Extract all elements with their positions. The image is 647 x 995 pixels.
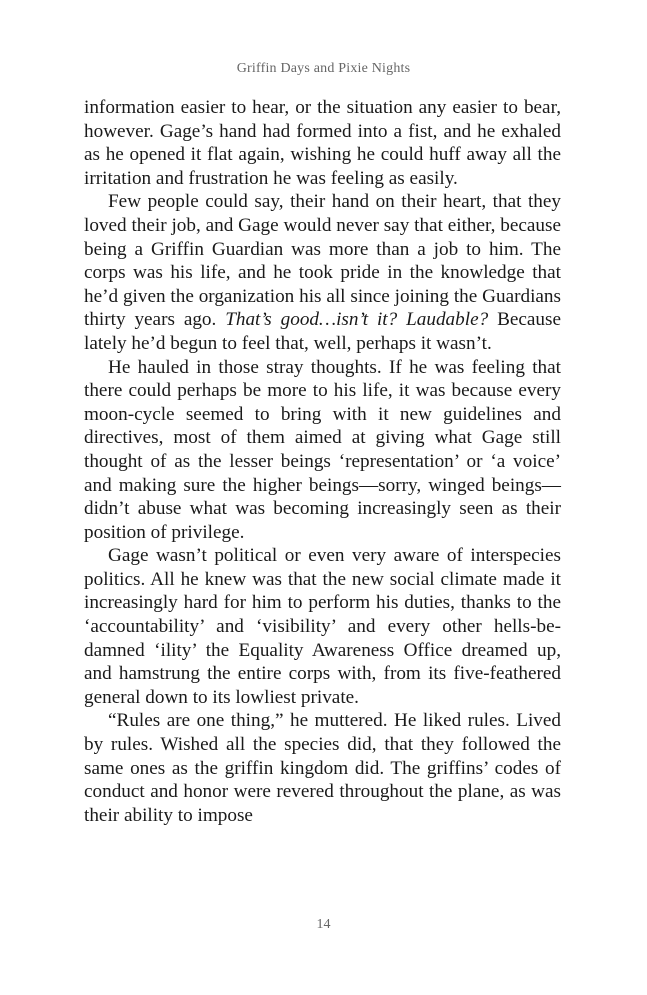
- page-number: 14: [316, 917, 331, 932]
- paragraph-4: Gage wasn’t political or even very aware of interspecies politics. All he knew was that the new social climate made it increasingly hard for him to perform his duties, thanks to the ‘accountability’ and ‘visibility’ and every other hells-be-damned ‘ility’ the Equality Awareness Office dreamed up, and hamstrung the entire corps with, from its five-feathered general down to its lowliest private.: [84, 545, 561, 708]
- paragraph-2-text-after: Because lately he’d begun to feel that, well, perhaps it wasn’t.: [84, 309, 561, 354]
- paragraph-1: information easier to hear, or the situation any easier to bear, however. Gage’s hand had formed into a fist, and he exhaled as he opened it flat again, wishing he could huff away all the irritation and frustration he was feeling as easily.: [84, 97, 561, 189]
- paragraph-3: He hauled in those stray thoughts. If he was feeling that there could perhaps be more to his life, it was because every moon-cycle seemed to bring with it new guidelines and directives, most of them aimed at giving what Gage still thought of as the lesser beings ‘representation’ or ‘a voice’ and making sure the higher beings—sorry, winged beings—didn’t abuse what was becoming increasingly seen as their position of privilege.: [84, 356, 561, 543]
- paragraph-2-italic-thought: That’s good…isn’t it? Laudable?: [225, 309, 489, 331]
- paragraph-2: [84, 190, 561, 355]
- body-text: [84, 96, 561, 827]
- paragraph-5: “Rules are one thing,” he muttered. He liked rules. Lived by rules. Wished all the species did, that they followed the same ones as the griffin kingdom did. The griffins’ codes of conduct and honor were revered throughout the plane, as was their ability to impose: [84, 710, 561, 826]
- paragraph-2-text-before: Few people could say, their hand on their heart, that they loved their job, and Gage would never say that either, because being a Griffin Guardian was more than a job to him. The corps was his life, and he took pride in the knowledge that he’d given the organization his all since joining the Guardians thirty years ago.: [84, 191, 561, 331]
- running-header: Griffin Days and Pixie Nights: [236, 61, 411, 76]
